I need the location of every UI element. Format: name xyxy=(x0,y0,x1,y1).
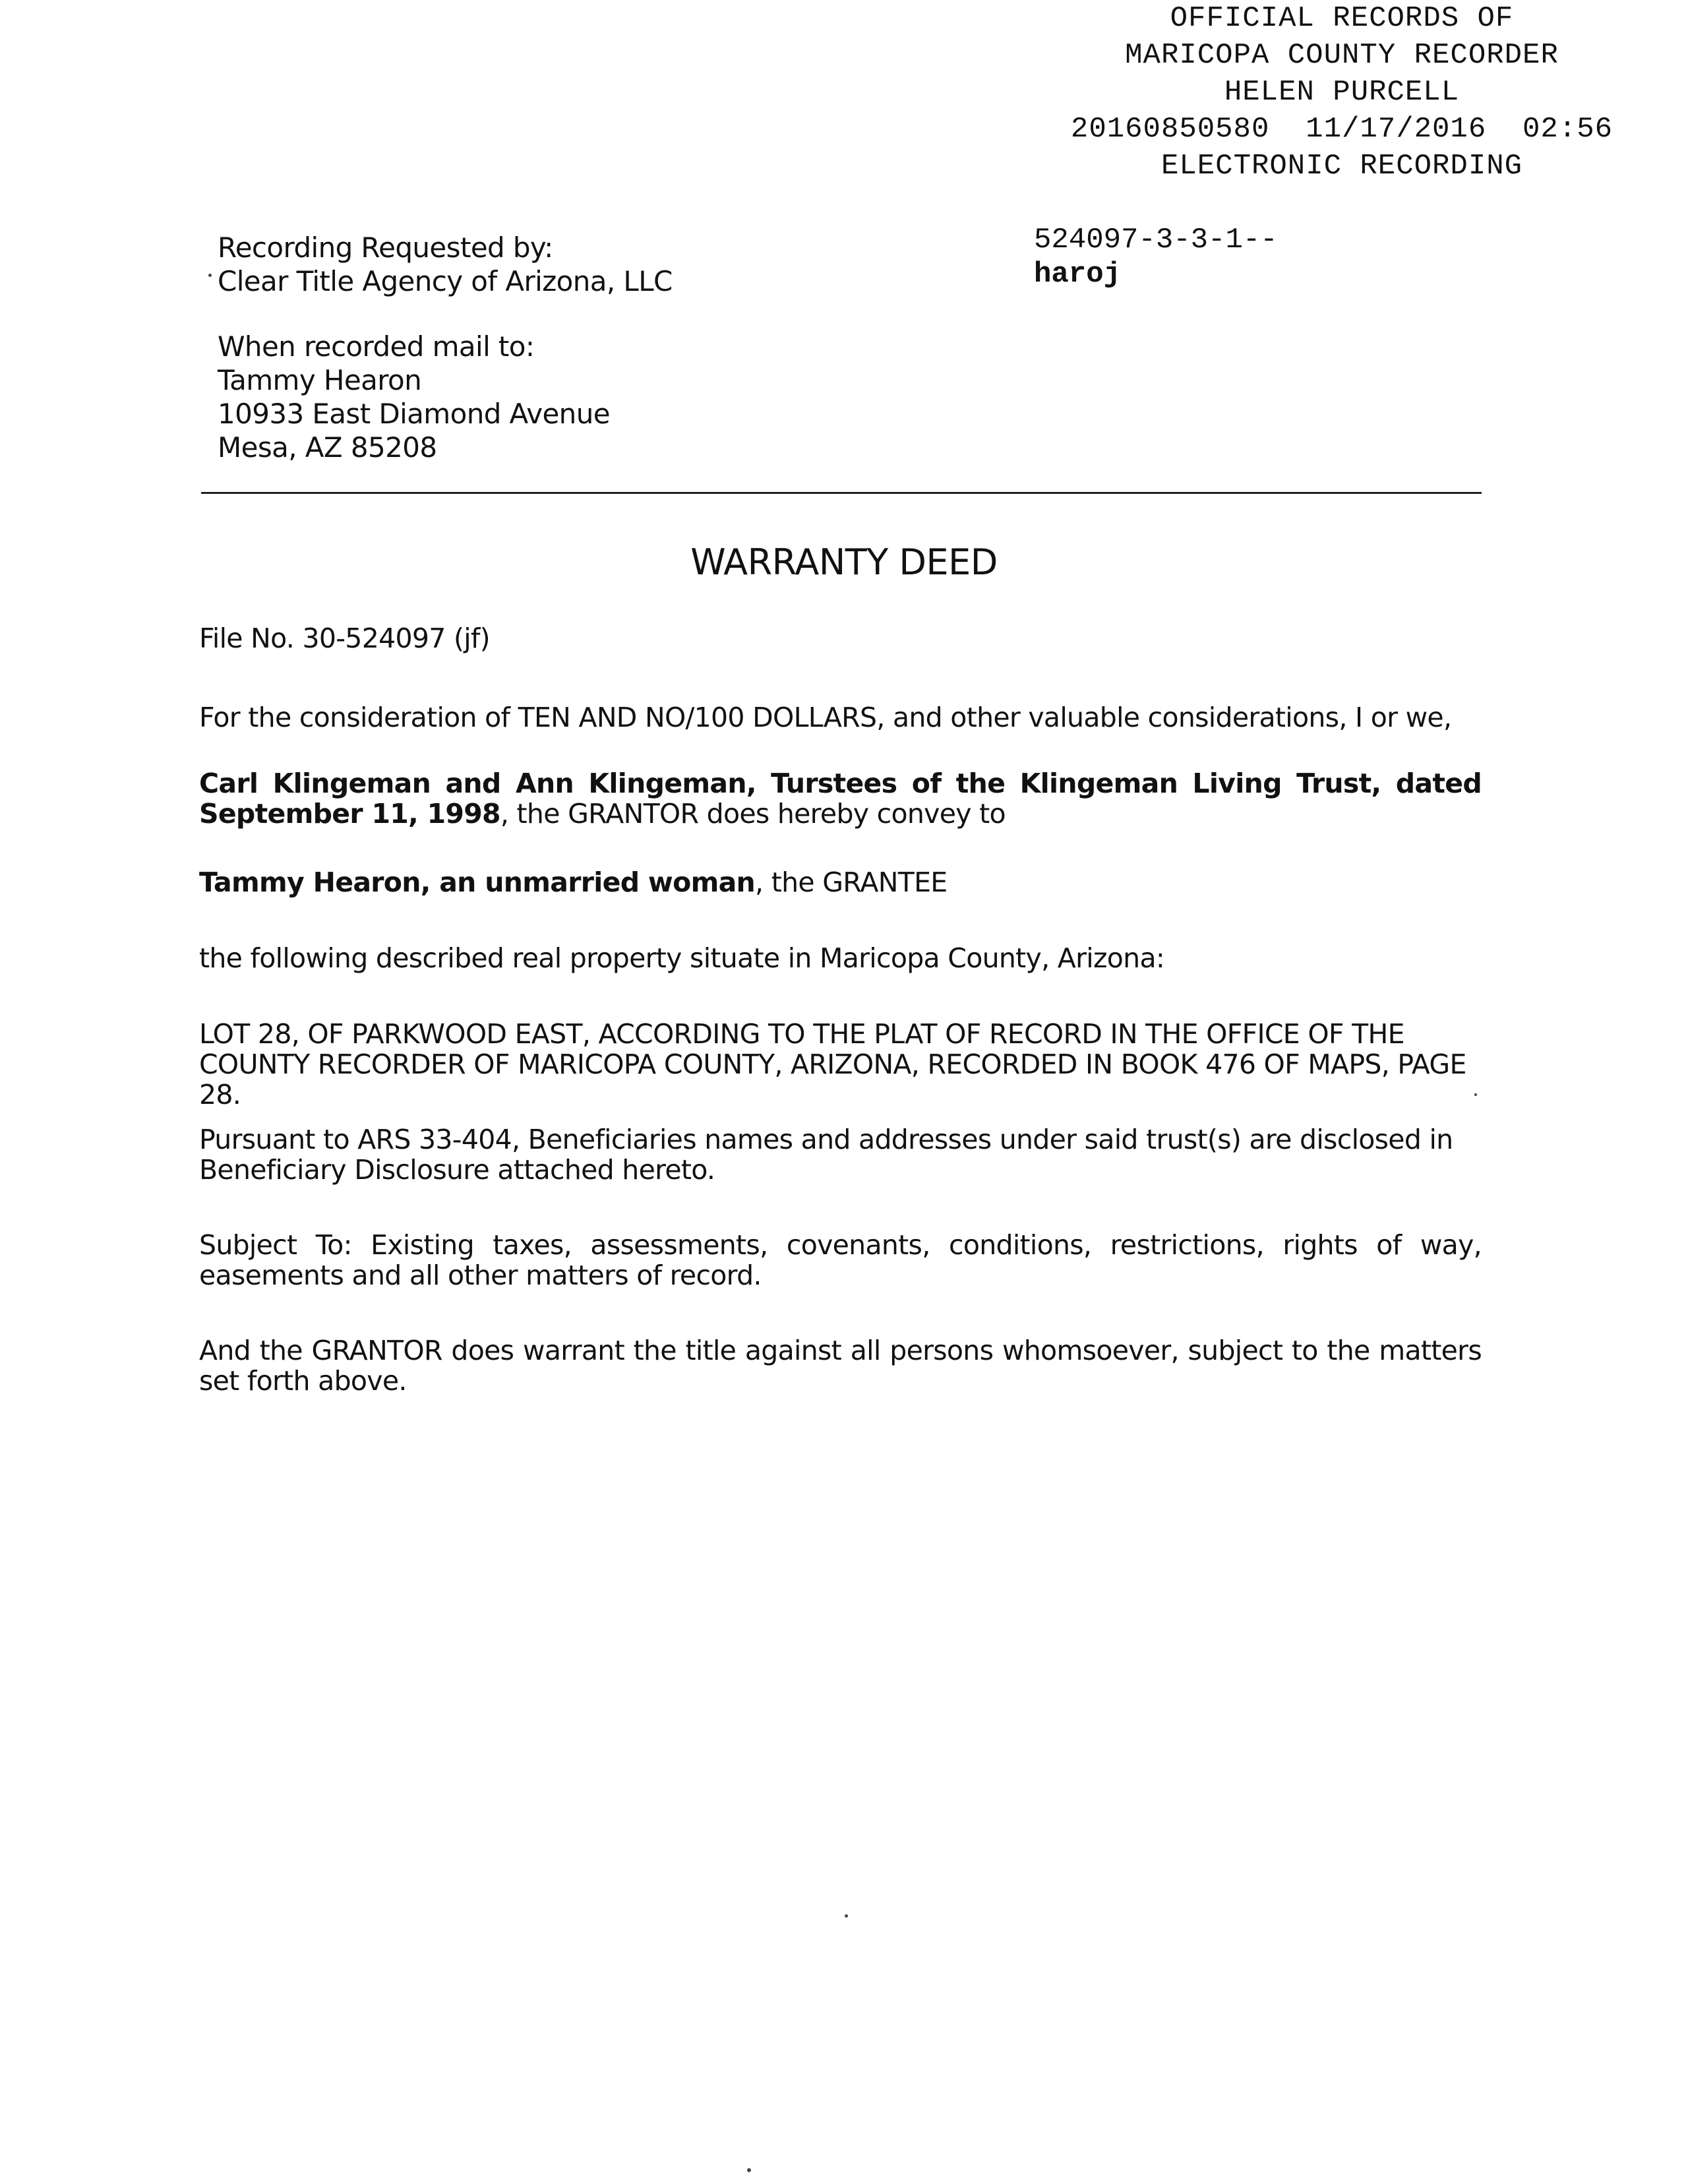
document-title: WARRANTY DEED xyxy=(690,541,998,583)
recorder-stamp xyxy=(1019,0,1665,185)
grantor-names: Carl Klingeman and Ann Klingeman, Turstees of the Klingeman Living Trust, dated September 11, 1998 xyxy=(199,768,1482,830)
mail-to-block xyxy=(218,330,610,464)
file-number: File No. 30-524097 (jf) xyxy=(199,622,490,654)
legal-description: LOT 28, OF PARKWOOD EAST, ACCORDING TO THE PLAT OF RECORD IN THE OFFICE OF THE COUNTY RECORDER OF MARICOPA COUNTY, ARIZONA, RECORDED IN BOOK 476 OF MAPS, PAGE 28. xyxy=(199,1018,1466,1110)
recording-requested-name: Clear Title Agency of Arizona, LLC xyxy=(218,265,673,297)
header-divider xyxy=(201,492,1482,494)
stamp-line-recorder-name: HELEN PURCELL xyxy=(1224,76,1460,109)
grantee-role-text: , the GRANTEE xyxy=(755,866,948,898)
recording-requested-label: Recording Requested by: xyxy=(218,231,553,264)
grantor-clause xyxy=(199,768,1482,829)
property-situate-clause: the following described real property situate in Maricopa County, Arizona: xyxy=(199,942,1164,974)
order-number: 524097-3-3-1-- xyxy=(1034,224,1278,257)
mail-to-label: When recorded mail to: xyxy=(218,330,535,363)
grantor-conveyance-text: , the GRANTOR does hereby convey to xyxy=(500,798,1006,830)
stamp-line-recording-type: ELECTRONIC RECORDING xyxy=(1160,150,1523,183)
beneficiary-disclosure-clause: Pursuant to ARS 33-404, Beneficiaries names and addresses under said trust(s) are disclosed in Beneficiary Disclosure attached hereto. xyxy=(199,1124,1453,1186)
order-handle: haroj xyxy=(1034,258,1122,291)
mail-to-name: Tammy Hearon xyxy=(218,364,422,396)
stamp-line-county-recorder: MARICOPA COUNTY RECORDER xyxy=(1125,39,1559,72)
consideration-clause: For the consideration of TEN AND NO/100 DOLLARS, and other valuable considerations, I or we, xyxy=(199,702,1452,733)
scan-speck xyxy=(1474,1093,1477,1096)
grantee-name: Tammy Hearon, an unmarried woman xyxy=(199,866,756,898)
scan-speck xyxy=(845,1914,848,1918)
warranty-clause: And the GRANTOR does warrant the title against all persons whomsoever, subject to the matters set forth above. xyxy=(199,1335,1482,1397)
order-info xyxy=(1034,223,1278,291)
scan-speck xyxy=(747,2168,751,2172)
stamp-line-official-records: OFFICIAL RECORDS OF xyxy=(1170,2,1514,35)
mail-to-street: 10933 East Diamond Avenue xyxy=(218,398,610,430)
recording-requested-block xyxy=(218,231,673,298)
grantee-clause xyxy=(199,867,1482,897)
scan-speck xyxy=(208,274,212,277)
stamp-line-record-number-datetime: 20160850580 11/17/2016 02:56 xyxy=(1070,113,1613,146)
subject-to-clause: Subject To: Existing taxes, assessments, covenants, conditions, restrictions, rights of way, easements and all other matters of record. xyxy=(199,1229,1482,1291)
mail-to-city-state-zip: Mesa, AZ 85208 xyxy=(218,431,437,464)
